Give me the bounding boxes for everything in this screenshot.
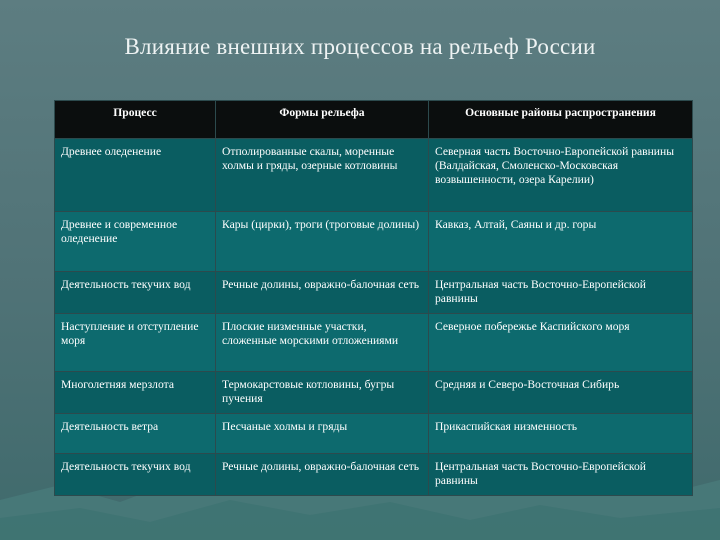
- cell-landforms: Речные долины, овражно-балочная сеть: [216, 272, 429, 314]
- cell-regions: Северная часть Восточно-Европейской равнины (Валдайская, Смоленско-Московская возвышенности, озера Карелии): [429, 139, 693, 212]
- cell-process: Деятельность текучих вод: [55, 454, 216, 496]
- cell-regions: Северное побережье Каспийского моря: [429, 314, 693, 372]
- cell-landforms: Отполированные скалы, моренные холмы и гряды, озерные котловины: [216, 139, 429, 212]
- table-row: [55, 212, 693, 272]
- cell-process: Многолетняя мерзлота: [55, 372, 216, 414]
- cell-regions: Центральная часть Восточно-Европейской равнины: [429, 454, 693, 496]
- cell-landforms: Термокарстовые котловины, бугры пучения: [216, 372, 429, 414]
- cell-process: Наступление и отступление моря: [55, 314, 216, 372]
- table-row: [55, 454, 693, 496]
- header-process: Процесс: [55, 101, 216, 139]
- cell-landforms: Плоские низменные участки, сложенные морскими отложениями: [216, 314, 429, 372]
- cell-landforms: Песчаные холмы и гряды: [216, 414, 429, 454]
- relief-table: [54, 100, 693, 496]
- cell-process: Деятельность ветра: [55, 414, 216, 454]
- cell-regions: Прикаспийская низменность: [429, 414, 693, 454]
- table-row: [55, 272, 693, 314]
- cell-process: Деятельность текучих вод: [55, 272, 216, 314]
- table-row: [55, 414, 693, 454]
- cell-process: Древнее и современное оледенение: [55, 212, 216, 272]
- table-row: [55, 372, 693, 414]
- table-row: [55, 139, 693, 212]
- header-landforms: Формы рельефа: [216, 101, 429, 139]
- header-regions: Основные районы распространения: [429, 101, 693, 139]
- table-header-row: [55, 101, 693, 139]
- cell-landforms: Кары (цирки), троги (троговые долины): [216, 212, 429, 272]
- table-row: [55, 314, 693, 372]
- cell-regions: Центральная часть Восточно-Европейской равнины: [429, 272, 693, 314]
- cell-process: Древнее оледенение: [55, 139, 216, 212]
- cell-regions: Кавказ, Алтай, Саяны и др. горы: [429, 212, 693, 272]
- cell-landforms: Речные долины, овражно-балочная сеть: [216, 454, 429, 496]
- slide-title: Влияние внешних процессов на рельеф России: [124, 34, 596, 59]
- cell-regions: Средняя и Северо-Восточная Сибирь: [429, 372, 693, 414]
